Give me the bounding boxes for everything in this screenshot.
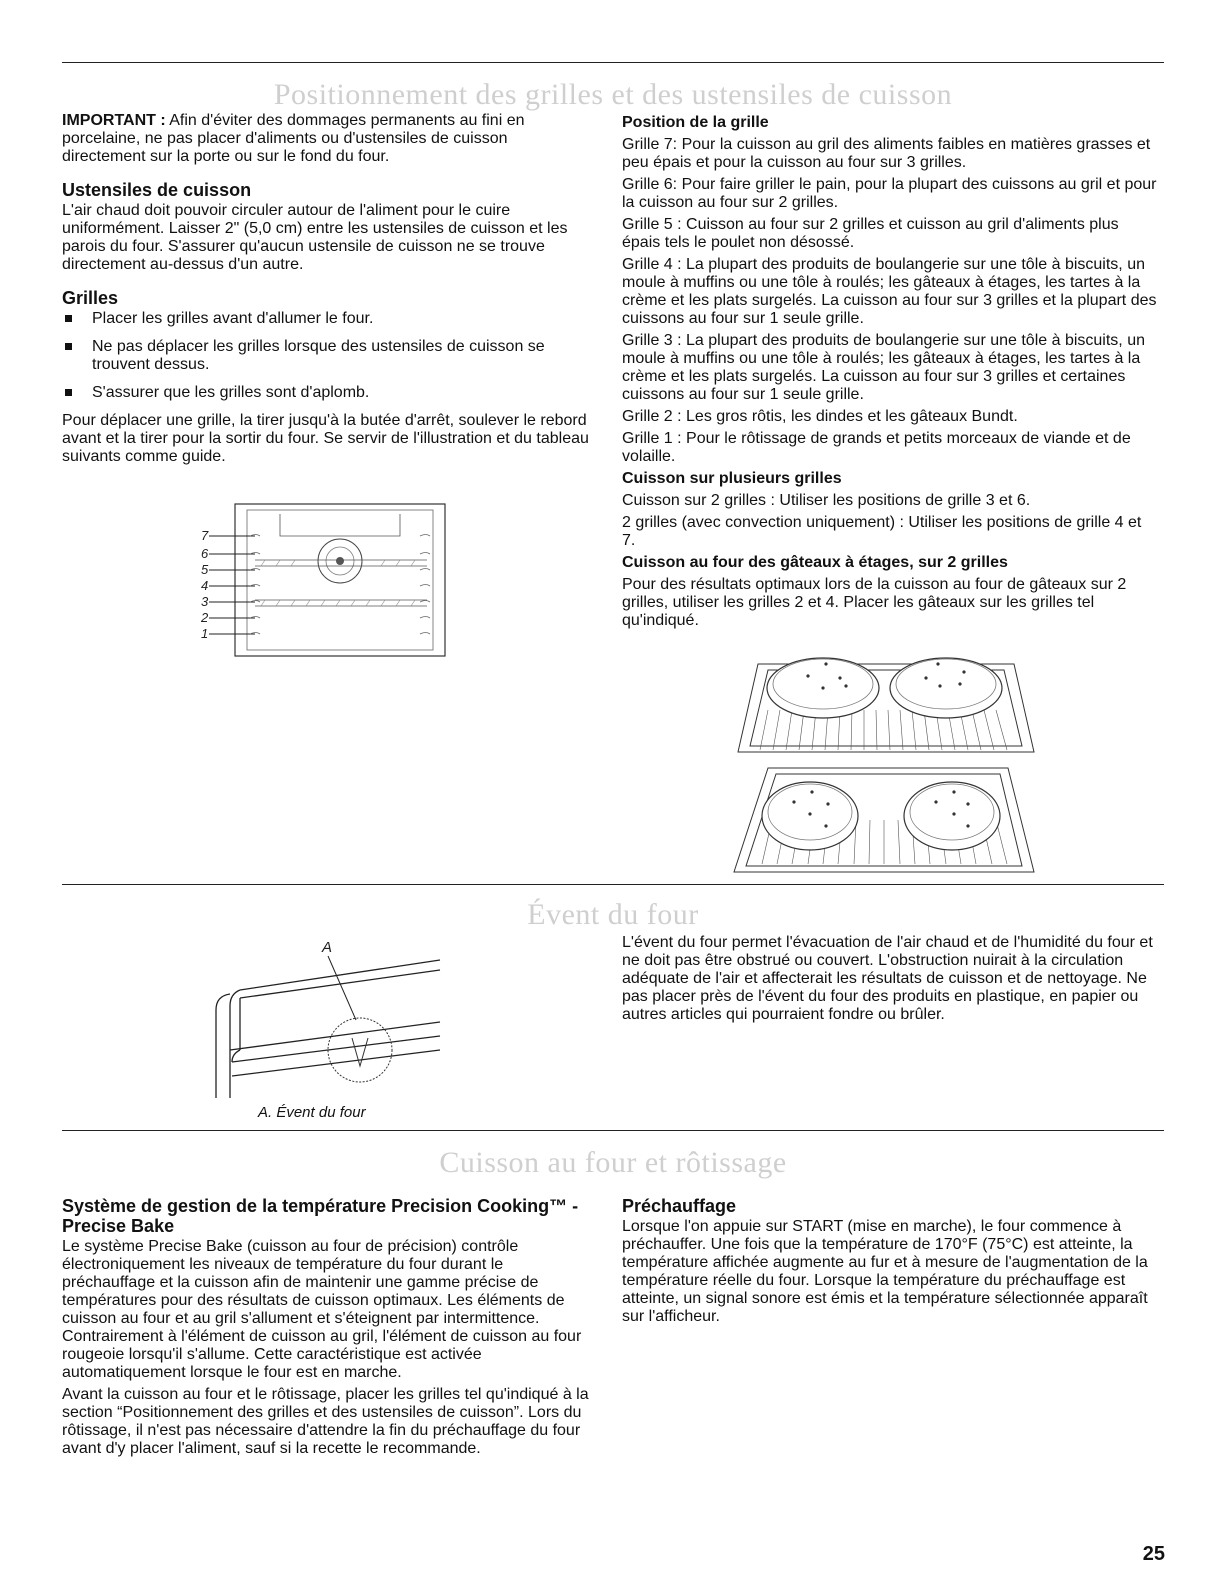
precision-p2: Avant la cuisson au four et le rôtissage, placer les grilles tel qu'indiqué à la section “Positionnement des grilles et des ustensiles de cuisson”. Lors du rôtissage, il n'est pas nécessaire d'attendre la fin du préchauffage du four avant d'y placer l'aliment, sauf si la recette le recommande. xyxy=(62,1386,589,1457)
position-item: Grille 1 : Pour le rôtissage de grands et petits morceaux de viande et de volaille. xyxy=(622,430,1131,465)
section2-rule xyxy=(62,884,1164,885)
page-number: 25 xyxy=(1142,1543,1165,1565)
left-column-3 xyxy=(62,1184,592,1462)
rack-number: 4 xyxy=(201,578,209,593)
event-text: L'évent du four permet l'évacuation de l'air chaud et de l'humidité du four et ne doit pas être obstrué ou couvert. L'obstruction nuirait à la circulation adéquate de l'air et affecterait les résultats de cuisson et de nettoyage. Ne pas placer près de l'évent du four des produits en plastique, en papier ou autres articles qui pourraient fondre ou brûler. xyxy=(622,934,1153,1023)
vent-caption: A. Évent du four xyxy=(258,1104,366,1121)
plusieurs-item: Cuisson sur 2 grilles : Utiliser les positions de grille 3 et 6. xyxy=(622,492,1031,509)
grilles-list xyxy=(62,310,592,402)
ustensiles-heading: Ustensiles de cuisson xyxy=(62,180,252,200)
gateaux-heading: Cuisson au four des gâteaux à étages, sur 2 grilles xyxy=(622,554,1008,571)
left-column-1 xyxy=(62,112,592,470)
position-heading: Position de la grille xyxy=(622,114,769,131)
list-item: Placer les grilles avant d'allumer le four. xyxy=(62,310,592,328)
important-paragraph xyxy=(62,112,592,166)
section-title-cuisson: Cuisson au four et rôtissage xyxy=(439,1146,787,1179)
position-item: Grille 4 : La plupart des produits de boulangerie sur une tôle à biscuits, un moule à muffins ou une tôle à roulés; les gâteaux à étages, les tartes à la crème et les plats surgelés. La cuisson au four sur 3 grilles et la plupart des cuissons au four sur 1 seule grille. xyxy=(622,256,1157,327)
oven-vent-illustration xyxy=(200,938,450,1104)
prechauffage-heading: Préchauffage xyxy=(622,1196,737,1216)
rack-number: 5 xyxy=(201,562,209,577)
section3-rule xyxy=(62,1130,1164,1131)
position-item: Grille 2 : Les gros rôtis, les dindes et les gâteaux Bundt. xyxy=(622,408,1018,425)
oven-rack-illustration xyxy=(195,496,455,662)
vent-label-a: A xyxy=(322,939,333,956)
position-item: Grille 3 : La plupart des produits de boulangerie sur une tôle à biscuits, un moule à muffins ou une tôle à roulés; les gâteaux à étages, les tartes à la crème et les plats surgelés. La cuisson au four sur 3 grilles et certaines cuissons au four sur 1 seule grille. xyxy=(622,332,1145,403)
ustensiles-text: L'air chaud doit pouvoir circuler autour de l'aliment pour le cuire uniformément. Laisser 2" (5,0 cm) entre les ustensiles de cuisson et les parois du four. S'assurer qu'aucun ustensile de cuisson ne se trouve directement au-dessus d'un autre. xyxy=(62,202,568,273)
list-item: Ne pas déplacer les grilles lorsque des ustensiles de cuisson se trouvent dessus. xyxy=(62,338,592,374)
right-column-3 xyxy=(622,1184,1157,1330)
section-title-grilles: Positionnement des grilles et des ustensiles de cuisson xyxy=(273,78,953,111)
rack-number: 2 xyxy=(201,610,209,625)
prechauffage-text: Lorsque l'on appuie sur START (mise en marche), le four commence à préchauffer. Une fois que la température de 170°F (75°C) est atteinte, la température affichée augmente au fur et à mesure de l'augmentation de la température réelle du four. Lorsque la température du préchauffage est atteinte, un signal sonore est émis et la température sélectionnée apparaît sur l'afficheur. xyxy=(622,1218,1148,1325)
right-column-2 xyxy=(622,934,1157,1028)
right-column-1 xyxy=(622,112,1157,634)
important-lead: IMPORTANT : xyxy=(62,112,166,129)
grilles-heading: Grilles xyxy=(62,288,119,308)
position-item: Grille 7: Pour la cuisson au gril des aliments faibles en matières grasses et peu épais et pour la cuisson au four sur 3 grilles. xyxy=(622,136,1151,171)
section-title-event: Évent du four xyxy=(527,898,699,931)
plusieurs-item: 2 grilles (avec convection uniquement) : Utiliser les positions de grille 4 et 7. xyxy=(622,514,1142,549)
position-item: Grille 6: Pour faire griller le pain, pour la plupart des cuissons au gril et pour la cuisson au four sur 2 grilles. xyxy=(622,176,1157,211)
cake-racks-illustration xyxy=(728,650,1044,878)
list-item: S'assurer que les grilles sont d'aplomb. xyxy=(62,384,592,402)
top-rule xyxy=(62,62,1164,63)
position-item: Grille 5 : Cuisson au four sur 2 grilles et cuisson au gril d'aliments plus épais tels le poulet non désossé. xyxy=(622,216,1119,251)
important-text: Afin d'éviter des dommages permanents au fini en porcelaine, ne pas placer d'aliments ou d'ustensiles de cuisson directement sur la porte ou sur le fond du four. xyxy=(62,112,525,165)
precision-p1: Le système Precise Bake (cuisson au four de précision) contrôle électroniquement les niveaux de température du four durant le préchauffage et la cuisson afin de maintenir une gamme précise de températures pour des résultats de cuisson optimaux. Les éléments de cuisson au four et au gril s'allument et s'éteignent par intermittence. Contrairement à l'élément de cuisson au gril, l'élément de cuisson au four rougeoie lorsqu'il s'allume. Cette caractéristique est activée automatiquement lorsque le four est en marche. xyxy=(62,1238,582,1381)
grilles-text: Pour déplacer une grille, la tirer jusqu'à la butée d'arrêt, soulever le rebord avant et la tirer pour la sortir du four. Se servir de l'illustration et du tableau suivants comme guide. xyxy=(62,412,589,465)
rack-number: 7 xyxy=(201,528,209,543)
precision-heading: Système de gestion de la température Precision Cooking™ - Precise Bake xyxy=(62,1196,579,1236)
plusieurs-heading: Cuisson sur plusieurs grilles xyxy=(622,470,842,487)
rack-number: 6 xyxy=(201,546,209,561)
rack-number: 1 xyxy=(201,626,209,641)
rack-number: 3 xyxy=(201,594,209,609)
gateaux-text: Pour des résultats optimaux lors de la cuisson au four de gâteaux sur 2 grilles, utiliser les grilles 2 et 4. Placer les gâteaux sur les grilles tel qu'indiqué. xyxy=(622,576,1127,629)
